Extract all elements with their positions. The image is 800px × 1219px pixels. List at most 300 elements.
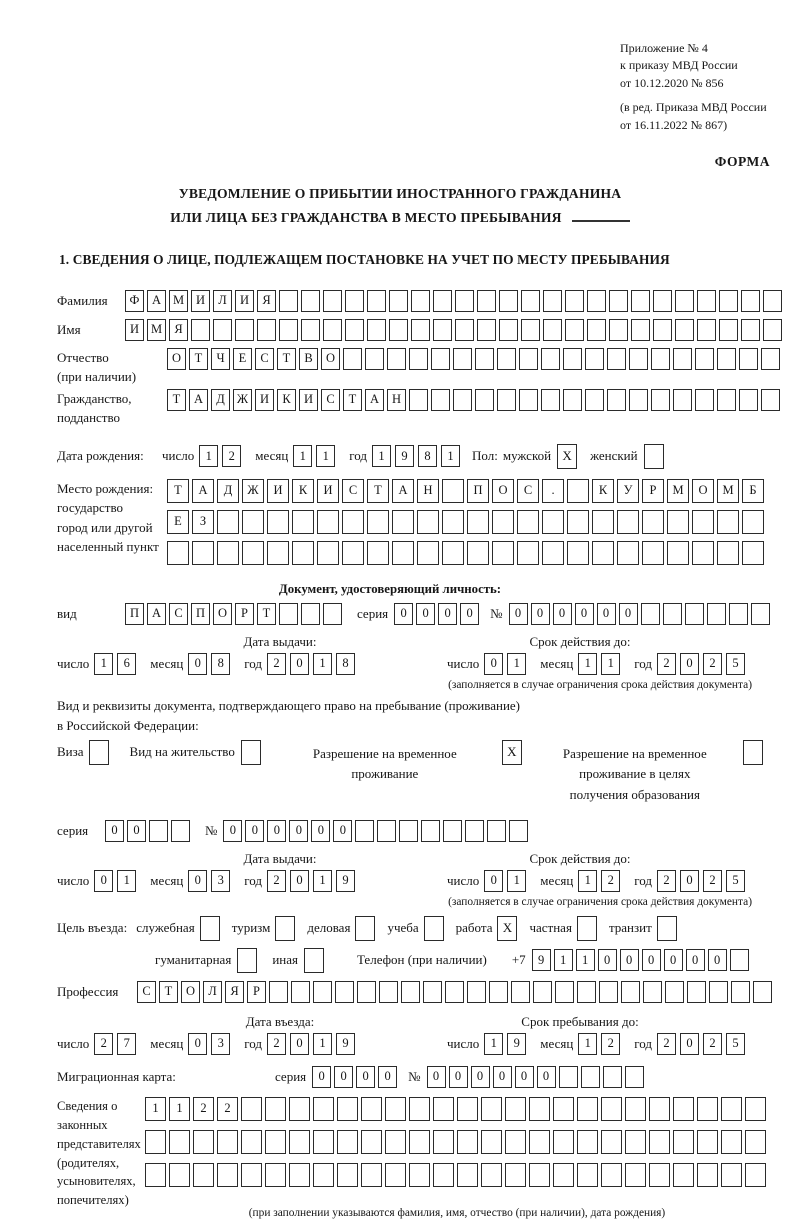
char-box[interactable]: 0 [664,949,683,971]
char-box[interactable]: 0 [438,603,457,625]
char-box[interactable] [392,510,414,534]
char-box[interactable] [587,290,606,312]
char-box[interactable]: Я [257,290,276,312]
char-box[interactable]: 0 [267,820,286,842]
char-box[interactable]: 6 [117,653,136,675]
char-box[interactable]: Н [387,389,406,411]
char-box[interactable]: М [169,290,188,312]
char-box[interactable]: 9 [507,1033,526,1055]
char-box[interactable] [313,1163,334,1187]
char-box[interactable] [455,319,474,341]
char-box[interactable]: 0 [620,949,639,971]
char-box[interactable] [345,290,364,312]
char-box[interactable] [409,348,428,370]
char-box[interactable] [467,510,489,534]
char-box[interactable]: 2 [601,870,620,892]
char-box[interactable]: 2 [267,1033,286,1055]
char-box[interactable] [323,319,342,341]
checkbox[interactable] [275,916,295,941]
char-box[interactable] [433,1163,454,1187]
checkbox[interactable] [743,740,763,765]
char-box[interactable]: 7 [117,1033,136,1055]
char-box[interactable]: С [342,479,364,503]
legal-reps-row-1[interactable] [145,1097,769,1121]
char-box[interactable]: 0 [642,949,661,971]
char-box[interactable]: 1 [313,653,332,675]
purpose-tourism-checkbox[interactable] [275,916,298,941]
char-box[interactable]: И [255,389,274,411]
char-box[interactable]: 0 [188,1033,207,1055]
char-box[interactable]: У [617,479,639,503]
char-box[interactable] [467,981,486,1003]
char-box[interactable] [717,389,736,411]
char-box[interactable] [649,1163,670,1187]
char-box[interactable] [379,981,398,1003]
char-box[interactable] [625,1097,646,1121]
char-box[interactable] [361,1130,382,1154]
birth-month-boxes[interactable] [293,445,339,467]
char-box[interactable] [457,1097,478,1121]
char-box[interactable]: 1 [441,445,460,467]
char-box[interactable]: Л [203,981,222,1003]
expiry-day-boxes[interactable] [484,653,530,675]
char-box[interactable] [465,820,484,842]
purpose-work-checkbox[interactable] [497,916,520,941]
char-box[interactable] [497,389,516,411]
checkbox[interactable]: X [497,916,517,941]
char-box[interactable]: 0 [427,1066,446,1088]
checkbox[interactable] [657,916,677,941]
char-box[interactable] [692,510,714,534]
char-box[interactable] [291,981,310,1003]
char-box[interactable] [357,981,376,1003]
char-box[interactable] [389,319,408,341]
char-box[interactable] [603,1066,622,1088]
char-box[interactable] [697,319,716,341]
checkbox[interactable]: X [502,740,522,765]
char-box[interactable] [342,541,364,565]
char-box[interactable] [695,348,714,370]
char-box[interactable]: 1 [293,445,312,467]
char-box[interactable] [761,348,780,370]
char-box[interactable] [521,319,540,341]
char-box[interactable]: 0 [334,1066,353,1088]
char-box[interactable] [442,541,464,565]
checkbox[interactable] [237,948,257,973]
char-box[interactable]: Т [257,603,276,625]
char-box[interactable] [745,1130,766,1154]
citizenship-boxes[interactable] [167,389,783,411]
char-box[interactable] [345,319,364,341]
permit-expiry-year-boxes[interactable] [657,870,749,892]
char-box[interactable] [443,820,462,842]
char-box[interactable] [665,981,684,1003]
char-box[interactable] [477,319,496,341]
char-box[interactable] [625,1130,646,1154]
char-box[interactable]: 0 [356,1066,375,1088]
char-box[interactable] [721,1163,742,1187]
surname-boxes[interactable] [125,290,785,312]
migration-series-boxes[interactable] [312,1066,400,1088]
char-box[interactable]: 0 [537,1066,556,1088]
char-box[interactable]: 2 [703,870,722,892]
checkbox[interactable]: X [557,444,577,469]
char-box[interactable] [289,1097,310,1121]
char-box[interactable] [763,319,782,341]
char-box[interactable]: А [192,479,214,503]
char-box[interactable]: 0 [708,949,727,971]
char-box[interactable] [292,541,314,565]
char-box[interactable]: 8 [418,445,437,467]
char-box[interactable]: О [213,603,232,625]
char-box[interactable] [192,541,214,565]
char-box[interactable] [519,348,538,370]
char-box[interactable]: А [147,290,166,312]
char-box[interactable]: 1 [199,445,218,467]
char-box[interactable] [741,290,760,312]
char-box[interactable] [541,389,560,411]
char-box[interactable] [417,510,439,534]
char-box[interactable] [217,1130,238,1154]
char-box[interactable]: 2 [657,1033,676,1055]
char-box[interactable] [553,1097,574,1121]
char-box[interactable] [217,541,239,565]
char-box[interactable]: Д [217,479,239,503]
char-box[interactable] [742,541,764,565]
char-box[interactable] [592,541,614,565]
char-box[interactable] [629,389,648,411]
stay-month-boxes[interactable] [578,1033,624,1055]
char-box[interactable]: А [189,389,208,411]
char-box[interactable] [607,389,626,411]
char-box[interactable] [553,1130,574,1154]
char-box[interactable] [663,603,682,625]
char-box[interactable]: 0 [333,820,352,842]
char-box[interactable]: А [147,603,166,625]
visa-checkbox[interactable] [89,740,112,765]
permit-issue-year-boxes[interactable] [267,870,359,892]
char-box[interactable]: О [167,348,186,370]
char-box[interactable] [745,1097,766,1121]
char-box[interactable] [533,981,552,1003]
checkbox[interactable] [241,740,261,765]
char-box[interactable] [387,348,406,370]
char-box[interactable] [335,981,354,1003]
char-box[interactable] [217,1163,238,1187]
birth-place-row-2[interactable] [167,510,767,534]
checkbox[interactable] [200,916,220,941]
char-box[interactable] [751,603,770,625]
char-box[interactable] [577,981,596,1003]
char-box[interactable] [169,1130,190,1154]
char-box[interactable] [499,319,518,341]
birth-year-boxes[interactable] [372,445,464,467]
char-box[interactable] [673,389,692,411]
char-box[interactable] [377,820,396,842]
char-box[interactable] [433,1130,454,1154]
char-box[interactable] [717,541,739,565]
char-box[interactable]: 0 [416,603,435,625]
given-name-boxes[interactable] [125,319,785,341]
char-box[interactable]: Ф [125,290,144,312]
char-box[interactable] [609,319,628,341]
char-box[interactable] [367,290,386,312]
checkbox[interactable] [355,916,375,941]
char-box[interactable] [343,348,362,370]
char-box[interactable]: 0 [378,1066,397,1088]
char-box[interactable]: И [317,479,339,503]
char-box[interactable] [631,319,650,341]
char-box[interactable] [241,1130,262,1154]
char-box[interactable] [317,510,339,534]
char-box[interactable] [442,510,464,534]
char-box[interactable] [475,389,494,411]
entry-year-boxes[interactable] [267,1033,359,1055]
char-box[interactable] [625,1066,644,1088]
doc-series-boxes[interactable] [394,603,482,625]
char-box[interactable] [269,981,288,1003]
permit-issue-day-boxes[interactable] [94,870,140,892]
char-box[interactable] [542,510,564,534]
char-box[interactable] [685,603,704,625]
char-box[interactable]: 0 [460,603,479,625]
char-box[interactable] [385,1097,406,1121]
char-box[interactable]: 1 [484,1033,503,1055]
char-box[interactable] [489,981,508,1003]
char-box[interactable]: К [592,479,614,503]
char-box[interactable] [217,510,239,534]
char-box[interactable]: 5 [726,653,745,675]
char-box[interactable]: С [321,389,340,411]
char-box[interactable]: 0 [471,1066,490,1088]
expiry-month-boxes[interactable] [578,653,624,675]
char-box[interactable] [695,389,714,411]
char-box[interactable] [697,290,716,312]
char-box[interactable] [729,603,748,625]
char-box[interactable]: 2 [601,1033,620,1055]
char-box[interactable] [242,510,264,534]
char-box[interactable]: 2 [193,1097,214,1121]
char-box[interactable]: Н [417,479,439,503]
char-box[interactable] [241,1097,262,1121]
char-box[interactable]: 3 [211,870,230,892]
char-box[interactable]: Т [189,348,208,370]
char-box[interactable]: 1 [578,653,597,675]
char-box[interactable]: 1 [372,445,391,467]
char-box[interactable] [631,290,650,312]
char-box[interactable] [492,541,514,565]
char-box[interactable]: 1 [313,870,332,892]
char-box[interactable] [617,510,639,534]
char-box[interactable] [587,319,606,341]
profession-boxes[interactable] [137,981,775,1003]
char-box[interactable]: Ж [233,389,252,411]
char-box[interactable] [673,1097,694,1121]
char-box[interactable] [169,1163,190,1187]
char-box[interactable] [453,348,472,370]
char-box[interactable] [642,510,664,534]
char-box[interactable] [409,389,428,411]
char-box[interactable]: П [125,603,144,625]
char-box[interactable] [481,1130,502,1154]
char-box[interactable]: 1 [94,653,113,675]
char-box[interactable] [145,1130,166,1154]
char-box[interactable]: 1 [507,653,526,675]
char-box[interactable] [517,510,539,534]
char-box[interactable] [567,541,589,565]
issue-month-boxes[interactable] [188,653,234,675]
char-box[interactable] [721,1130,742,1154]
char-box[interactable] [265,1130,286,1154]
char-box[interactable] [279,319,298,341]
char-box[interactable]: 1 [554,949,573,971]
char-box[interactable] [411,290,430,312]
permit-expiry-month-boxes[interactable] [578,870,624,892]
char-box[interactable] [213,319,232,341]
purpose-humanitarian-checkbox[interactable] [237,948,260,973]
char-box[interactable]: 2 [267,870,286,892]
char-box[interactable] [763,290,782,312]
char-box[interactable] [651,348,670,370]
char-box[interactable]: 0 [188,653,207,675]
char-box[interactable] [517,541,539,565]
char-box[interactable]: 0 [484,653,503,675]
char-box[interactable]: Я [169,319,188,341]
checkbox[interactable] [304,948,324,973]
birth-place-row-1[interactable] [167,479,767,503]
char-box[interactable] [653,290,672,312]
permit-issue-month-boxes[interactable] [188,870,234,892]
char-box[interactable] [563,389,582,411]
char-box[interactable] [707,603,726,625]
char-box[interactable] [385,1163,406,1187]
char-box[interactable] [559,1066,578,1088]
char-box[interactable] [692,541,714,565]
char-box[interactable] [625,1163,646,1187]
char-box[interactable] [267,541,289,565]
char-box[interactable] [453,389,472,411]
char-box[interactable]: 2 [94,1033,113,1055]
char-box[interactable] [717,510,739,534]
char-box[interactable] [709,981,728,1003]
char-box[interactable]: 2 [222,445,241,467]
char-box[interactable] [401,981,420,1003]
char-box[interactable]: Б [742,479,764,503]
char-box[interactable]: С [255,348,274,370]
char-box[interactable] [477,290,496,312]
entry-day-boxes[interactable] [94,1033,140,1055]
expiry-year-boxes[interactable] [657,653,749,675]
char-box[interactable] [313,1130,334,1154]
char-box[interactable]: 1 [117,870,136,892]
char-box[interactable] [399,820,418,842]
char-box[interactable]: Т [167,479,189,503]
char-box[interactable] [289,1130,310,1154]
char-box[interactable] [417,541,439,565]
char-box[interactable] [509,820,528,842]
char-box[interactable] [505,1097,526,1121]
checkbox[interactable] [89,740,109,765]
char-box[interactable] [457,1130,478,1154]
permit-number-boxes[interactable] [223,820,531,842]
char-box[interactable]: 0 [515,1066,534,1088]
char-box[interactable] [241,1163,262,1187]
char-box[interactable] [292,510,314,534]
char-box[interactable] [409,1097,430,1121]
char-box[interactable] [673,1130,694,1154]
char-box[interactable] [279,290,298,312]
char-box[interactable]: . [542,479,564,503]
char-box[interactable] [313,981,332,1003]
char-box[interactable] [667,510,689,534]
char-box[interactable]: И [235,290,254,312]
issue-year-boxes[interactable] [267,653,359,675]
char-box[interactable] [481,1163,502,1187]
purpose-business-checkbox[interactable] [355,916,378,941]
char-box[interactable] [601,1163,622,1187]
char-box[interactable] [577,1163,598,1187]
char-box[interactable] [529,1163,550,1187]
char-box[interactable] [409,1130,430,1154]
char-box[interactable]: 1 [316,445,335,467]
char-box[interactable] [392,541,414,565]
char-box[interactable] [730,949,749,971]
char-box[interactable]: В [299,348,318,370]
char-box[interactable] [585,348,604,370]
char-box[interactable] [675,290,694,312]
char-box[interactable]: 1 [601,653,620,675]
char-box[interactable]: О [181,981,200,1003]
char-box[interactable]: 9 [532,949,551,971]
char-box[interactable]: 0 [311,820,330,842]
char-box[interactable]: 1 [507,870,526,892]
char-box[interactable] [519,389,538,411]
char-box[interactable] [389,290,408,312]
char-box[interactable] [577,1130,598,1154]
char-box[interactable]: 8 [336,653,355,675]
char-box[interactable] [433,1097,454,1121]
char-box[interactable] [649,1097,670,1121]
char-box[interactable]: Р [235,603,254,625]
char-box[interactable] [433,319,452,341]
char-box[interactable] [697,1097,718,1121]
char-box[interactable]: И [191,290,210,312]
checkbox[interactable] [644,444,664,469]
char-box[interactable]: 2 [703,653,722,675]
char-box[interactable]: 0 [509,603,528,625]
char-box[interactable] [651,389,670,411]
char-box[interactable] [301,603,320,625]
char-box[interactable] [385,1130,406,1154]
temp-residence-checkbox[interactable] [502,740,525,765]
char-box[interactable] [585,389,604,411]
char-box[interactable] [421,820,440,842]
char-box[interactable] [643,981,662,1003]
char-box[interactable]: 2 [267,653,286,675]
char-box[interactable] [505,1163,526,1187]
char-box[interactable] [149,820,168,842]
char-box[interactable]: М [667,479,689,503]
char-box[interactable]: 2 [217,1097,238,1121]
char-box[interactable]: С [517,479,539,503]
char-box[interactable] [492,510,514,534]
char-box[interactable] [289,1163,310,1187]
char-box[interactable]: 0 [686,949,705,971]
char-box[interactable]: О [492,479,514,503]
legal-reps-row-2[interactable] [145,1130,769,1154]
char-box[interactable]: О [321,348,340,370]
char-box[interactable]: 1 [313,1033,332,1055]
